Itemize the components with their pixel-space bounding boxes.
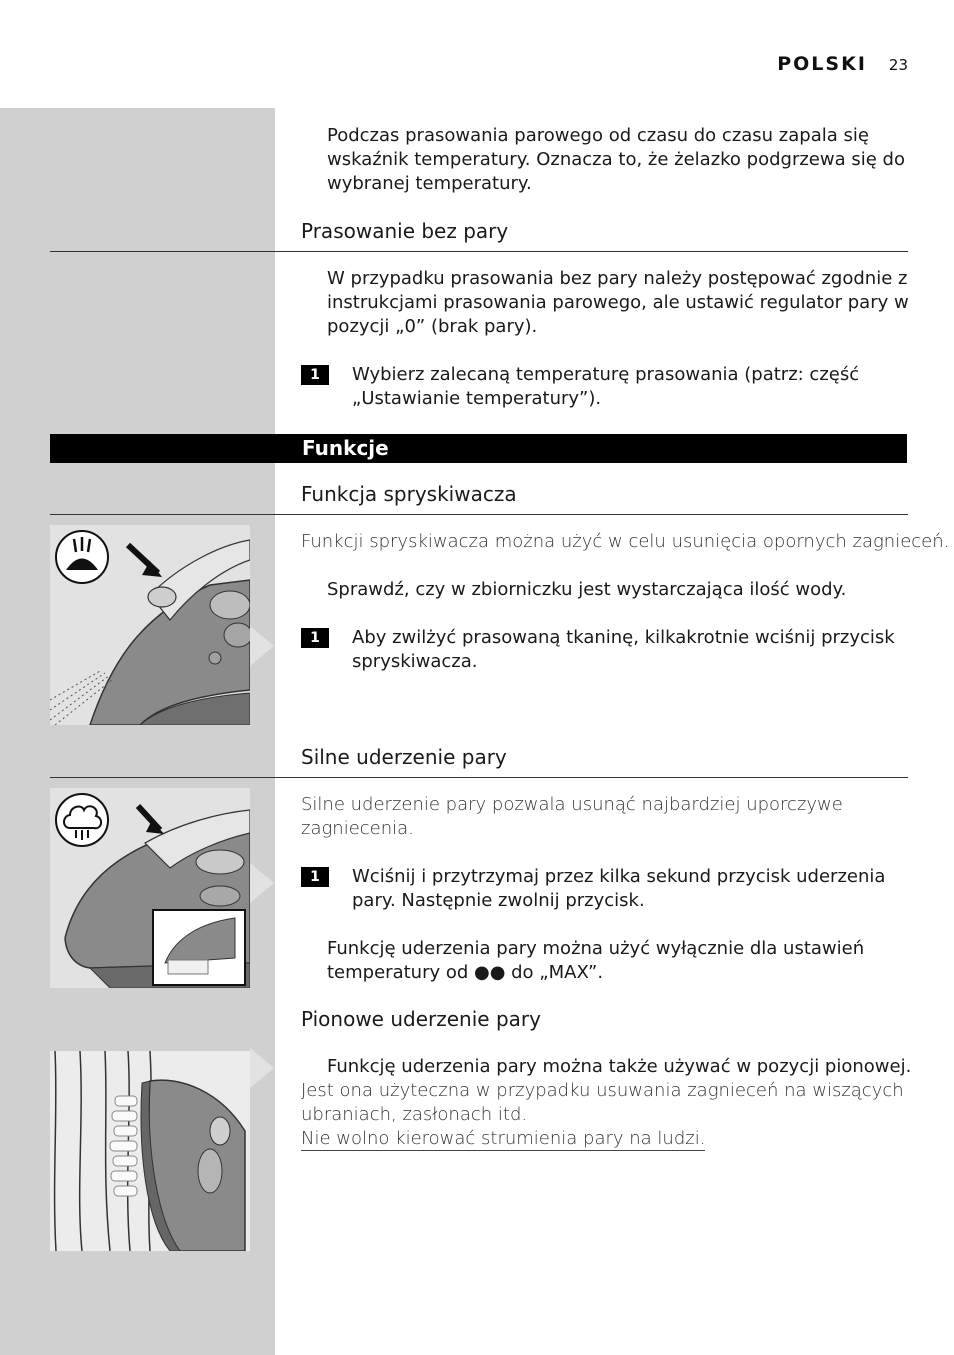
heading-dry-ironing: Prasowanie bez pary (301, 219, 509, 243)
language-label: POLSKI (777, 53, 867, 75)
illustration-pointer (250, 1048, 274, 1088)
iron-spray-drawing (50, 525, 250, 725)
intro-line: wybranej temperatury. (327, 173, 532, 194)
iron-vertical-drawing (50, 1051, 250, 1251)
section-rule (50, 514, 908, 515)
vertical-line: Jest ona użyteczna w przypadku usuwania zagnieceń na wiszących (301, 1080, 904, 1101)
steam-shot-step-line: Wciśnij i przytrzymaj przez kilka sekund przycisk uderzenia (352, 866, 886, 887)
section-rule (50, 251, 908, 252)
steam-shot-intro-line: zagniecenia. (301, 818, 414, 839)
intro-line: wskaźnik temperatury. Oznacza to, że żelazko podgrzewa się do (327, 149, 905, 170)
section-bar-title: Funkcje (302, 436, 389, 460)
heading-vertical-steam: Pionowe uderzenie pary (301, 1007, 541, 1031)
steam-shot-note-line: Funkcję uderzenia pary można użyć wyłącznie dla ustawień (327, 938, 865, 959)
step-number-badge: 1 (301, 628, 329, 648)
spray-intro: Funkcji spryskiwacza można użyć w celu usunięcia opornych zagnieceń. (301, 531, 950, 552)
illustration-pointer (250, 863, 274, 903)
section-rule (50, 777, 908, 778)
dry-step-line: Wybierz zalecaną temperaturę prasowania (patrz: część (352, 364, 860, 385)
spray-step-line: Aby zwilżyć prasowaną tkaninę, kilkakrotnie wciśnij przycisk (352, 627, 895, 648)
page-header (777, 53, 908, 75)
steam-shot-intro-line: Silne uderzenie pary pozwala usunąć najbardziej uporczywe (301, 794, 843, 815)
vertical-line: Funkcję uderzenia pary można także używać w pozycji pionowej. (327, 1056, 912, 1077)
step-number-badge: 1 (301, 365, 329, 385)
steam-shot-step-line: pary. Następnie zwolnij przycisk. (352, 890, 645, 911)
warning-text: Nie wolno kierować strumienia pary na ludzi. (301, 1128, 706, 1149)
vertical-steam-illustration (50, 1051, 250, 1251)
heading-steam-shot: Silne uderzenie pary (301, 745, 507, 769)
spray-illustration (50, 525, 250, 725)
spray-check: Sprawdź, czy w zbiorniczku jest wystarczająca ilość wody. (327, 579, 847, 600)
dry-paragraph-line: pozycji „0” (brak pary). (327, 316, 538, 337)
step-number-badge: 1 (301, 867, 329, 887)
dry-step-line: „Ustawianie temperatury”). (352, 388, 602, 409)
section-bar (50, 434, 907, 463)
heading-spray: Funkcja spryskiwacza (301, 482, 517, 506)
steam-shot-illustration (50, 788, 250, 988)
spray-step-line: spryskiwacza. (352, 651, 478, 672)
illustration-pointer (250, 626, 274, 666)
dry-paragraph-line: W przypadku prasowania bez pary należy postępować zgodnie z (327, 268, 908, 289)
steam-shot-note-line: temperatury od ●● do „MAX”. (327, 962, 604, 983)
iron-steam-shot-drawing (50, 788, 250, 988)
warning-wrapper (301, 1127, 705, 1151)
vertical-line: ubraniach, zasłonach itd. (301, 1104, 528, 1125)
page-number: 23 (888, 56, 908, 74)
intro-line: Podczas prasowania parowego od czasu do czasu zapala się (327, 125, 869, 146)
dry-paragraph-line: instrukcjami prasowania parowego, ale ustawić regulator pary w (327, 292, 909, 313)
